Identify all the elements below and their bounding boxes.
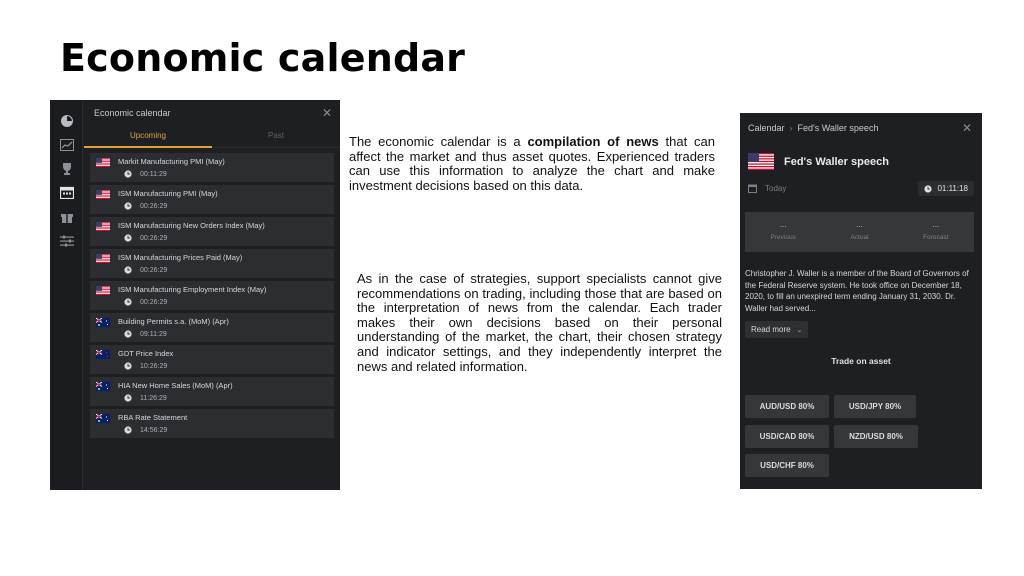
event-item[interactable] <box>90 345 334 374</box>
intro-text-bold: compilation of news <box>527 134 659 149</box>
read-more-label: Read more <box>751 325 791 334</box>
calendar-tabs <box>84 126 340 148</box>
detail-title: Fed's Waller speech <box>784 155 889 168</box>
trade-on-asset-title: Trade on asset <box>831 356 891 366</box>
event-row <box>96 349 328 359</box>
event-item[interactable] <box>90 249 334 278</box>
event-row <box>96 157 328 167</box>
event-name: ISM Manufacturing Prices Paid (May) <box>118 253 243 262</box>
asset-button-usdcad[interactable]: USD/CAD 80% <box>745 425 829 448</box>
event-time-text: 00:26:29 <box>140 202 168 210</box>
intro-text-b: that can affect the market and thus asset quotes. Experienced traders can use this information to analyze the chart and make investment decisions based on this data. <box>349 134 715 193</box>
event-row <box>96 253 328 263</box>
countdown-timer <box>918 181 974 196</box>
event-time <box>124 234 328 242</box>
stats-box <box>745 212 974 252</box>
event-row <box>96 285 328 295</box>
asset-button-usdjpy[interactable]: USD/JPY 80% <box>834 395 916 418</box>
us-flag-icon <box>96 158 110 167</box>
event-name: ISM Manufacturing PMI (May) <box>118 189 218 198</box>
read-more-button[interactable] <box>745 321 808 338</box>
tab-upcoming[interactable]: Upcoming <box>84 126 212 148</box>
event-item[interactable] <box>90 281 334 310</box>
detail-header <box>740 113 982 143</box>
event-item[interactable] <box>90 377 334 406</box>
us-flag-icon <box>96 254 110 263</box>
event-time-text: 00:11:29 <box>140 170 167 178</box>
date-row <box>740 181 982 196</box>
clock-icon <box>124 170 132 178</box>
slide-title: Economic calendar <box>60 36 466 80</box>
clock-icon <box>124 298 132 306</box>
settings-sliders-icon[interactable] <box>58 232 75 249</box>
event-time-text: 14:56:29 <box>140 426 168 434</box>
event-name: GDT Price Index <box>118 349 174 358</box>
au-flag-icon <box>96 318 110 327</box>
event-row <box>96 317 328 327</box>
tab-past[interactable]: Past <box>212 126 340 148</box>
economic-calendar-panel <box>50 100 340 490</box>
nz-flag-icon <box>96 350 110 359</box>
calendar-small-icon <box>748 184 757 193</box>
stat-label: Forecast <box>923 234 949 241</box>
asset-button-usdchf[interactable]: USD/CHF 80% <box>745 454 829 477</box>
event-row <box>96 189 328 199</box>
close-icon[interactable]: ✕ <box>321 106 332 120</box>
event-name: ISM Manufacturing Employment Index (May) <box>118 285 267 294</box>
event-name: Markit Manufacturing PMI (May) <box>118 157 225 166</box>
event-time <box>124 266 328 274</box>
gift-icon[interactable] <box>58 208 75 225</box>
event-time <box>124 426 328 434</box>
breadcrumb-calendar[interactable]: Calendar <box>748 123 785 133</box>
date-text: Today <box>765 184 787 193</box>
chevron-right-icon: › <box>789 123 793 133</box>
event-item[interactable] <box>90 313 334 342</box>
au-flag-icon <box>96 414 110 423</box>
event-time-text: 00:26:29 <box>140 266 168 274</box>
stat-actual <box>821 212 897 252</box>
us-flag-icon <box>96 286 110 295</box>
event-item[interactable] <box>90 185 334 214</box>
us-flag-icon <box>96 190 110 199</box>
event-name: Building Permits s.a. (MoM) (Apr) <box>118 317 229 326</box>
event-list <box>90 153 334 441</box>
calendar-icon[interactable] <box>58 184 75 201</box>
event-time <box>124 202 328 210</box>
event-row <box>96 221 328 231</box>
event-name: RBA Rate Statement <box>118 413 188 422</box>
calendar-header <box>84 100 340 126</box>
calendar-main <box>84 100 340 490</box>
chevron-down-icon: ⌄ <box>796 326 803 334</box>
stat-previous <box>745 212 821 252</box>
clock-icon <box>924 185 932 193</box>
event-description: Christopher J. Waller is a member of the Board of Governors of the Federal Reserve system. He took office on December 18, 2020, to fill an unexpired term ending January 31, 2030. Dr. Waller had served... <box>745 269 969 313</box>
us-flag-icon <box>96 222 110 231</box>
event-time <box>124 298 328 306</box>
stat-value: ... <box>779 220 787 229</box>
stat-value: ... <box>856 220 863 229</box>
chart-icon[interactable] <box>58 136 75 153</box>
event-time <box>124 330 328 338</box>
event-time <box>124 394 328 402</box>
us-flag-icon <box>748 153 774 170</box>
intro-paragraph <box>349 135 715 193</box>
event-name: ISM Manufacturing New Orders Index (May) <box>118 221 265 230</box>
breadcrumb-current: Fed's Waller speech <box>797 123 879 133</box>
asset-button-audusd[interactable]: AUD/USD 80% <box>745 395 829 418</box>
event-time <box>124 362 328 370</box>
side-rail <box>50 100 83 490</box>
stat-label: Actual <box>850 234 869 241</box>
timer-text: 01:11:18 <box>937 184 968 193</box>
date-label <box>748 184 786 193</box>
event-name: HIA New Home Sales (MoM) (Apr) <box>118 381 233 390</box>
au-flag-icon <box>96 382 110 391</box>
clock-icon <box>124 202 132 210</box>
event-time-text: 00:26:29 <box>140 234 168 242</box>
event-item[interactable] <box>90 409 334 438</box>
trophy-icon[interactable] <box>58 160 75 177</box>
strategies-paragraph: As in the case of strategies, support specialists cannot give recommendations on trading, including those that are based on the interpretation of news from the calendar. Each trader makes their own decisions based on their personal understanding of the market, the chart, their chosen strategy and indicator settings, and they independently interpret the news and related information. <box>357 271 722 374</box>
event-time <box>124 170 328 178</box>
clock-icon <box>124 362 132 370</box>
clock-icon <box>124 426 132 434</box>
event-detail-panel <box>740 113 982 489</box>
event-time-text: 11:26:29 <box>140 394 167 402</box>
event-row <box>96 381 328 391</box>
close-icon[interactable]: ✕ <box>961 121 972 135</box>
calendar-title: Economic calendar <box>94 108 171 118</box>
stat-label: Previous <box>770 234 796 241</box>
clock-icon <box>124 234 132 242</box>
intro-text-a: The economic calendar is a <box>349 134 528 149</box>
breadcrumb <box>748 123 878 133</box>
event-time-text: 09:11:29 <box>140 330 167 338</box>
stat-forecast <box>898 212 974 252</box>
event-item[interactable] <box>90 217 334 246</box>
asset-button-nzdusd[interactable]: NZD/USD 80% <box>834 425 918 448</box>
event-item[interactable] <box>90 153 334 182</box>
stat-value: ... <box>932 220 940 229</box>
clock-icon <box>124 394 132 402</box>
event-time-text: 00:26:29 <box>140 298 168 306</box>
event-row <box>96 413 328 423</box>
dashboard-icon[interactable] <box>58 112 75 129</box>
detail-title-row <box>740 153 982 170</box>
event-time-text: 10:26:29 <box>140 362 168 370</box>
clock-icon <box>124 330 132 338</box>
clock-icon <box>124 266 132 274</box>
